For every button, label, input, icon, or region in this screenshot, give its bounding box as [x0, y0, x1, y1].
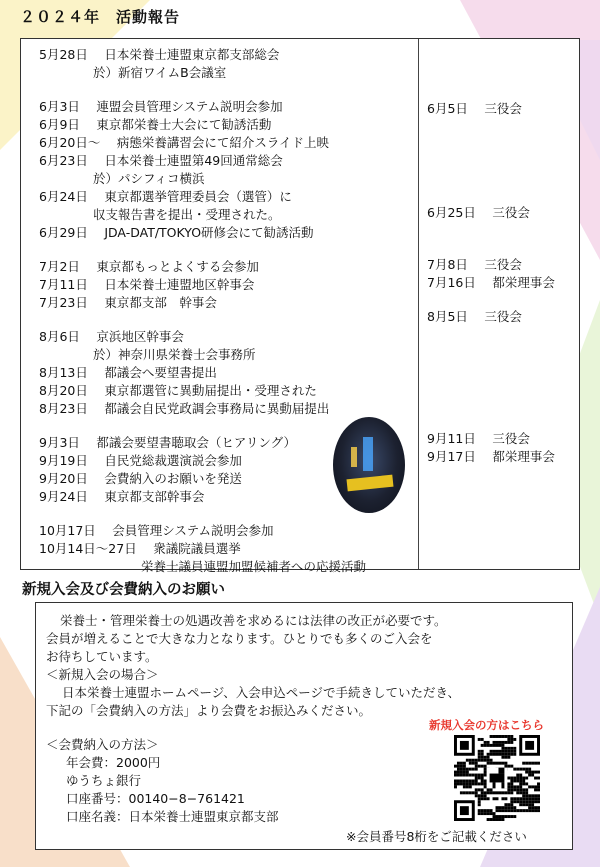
activity-entry: 7月11日 日本栄養士連盟地区幹事会	[39, 277, 255, 292]
notice-line: ※会員番号8桁をご記載ください	[346, 829, 527, 844]
notice-line: 下記の「会費納入の方法」より会費をお振込みください。	[46, 703, 372, 718]
activity-entry: 収支報告書を提出・受理された。	[93, 207, 281, 222]
activity-entry: 9月3日 都議会要望書聴取会（ヒアリング）	[39, 435, 297, 450]
notice-line: お待ちしています。	[46, 649, 158, 664]
notice-line: 会員が増えることで大きな力となります。ひとりでも多くのご入会を	[46, 631, 433, 646]
meeting-entry: 9月11日 三役会	[427, 431, 530, 446]
meeting-entry: 6月5日 三役会	[427, 101, 522, 116]
activity-entry: 6月29日 JDA-DAT/TOKYO研修会にて勧誘活動	[39, 225, 314, 240]
notice-line: ゆうちょ銀行	[66, 773, 142, 788]
activity-entry: 7月23日 東京都支部 幹事会	[39, 295, 217, 310]
notice-line: 口座名義：日本栄養士連盟東京都支部	[66, 809, 279, 824]
meeting-entry: 8月5日 三役会	[427, 309, 522, 324]
activity-entry: 7月2日 東京都もっとよくする会参加	[39, 259, 259, 274]
activity-entry: 5月28日 日本栄養士連盟東京都支部総会	[39, 47, 280, 62]
notice-line: 日本栄養士連盟ホームページ、入会申込ページで手続きしていただき、	[62, 685, 461, 700]
activity-entry: 10月17日 会員管理システム説明会参加	[39, 523, 274, 538]
notice-line: ＜新規入会の場合＞	[46, 667, 159, 682]
meeting-entry: 7月16日 都栄理事会	[427, 275, 555, 290]
meeting-entry: 9月17日 都栄理事会	[427, 449, 555, 464]
activity-entry: 6月23日 日本栄養士連盟第49回通常総会	[39, 153, 283, 168]
notice-line: ＜会費納入の方法＞	[46, 737, 159, 752]
notice-line: 口座番号：00140−8−761421	[66, 791, 245, 806]
column-divider	[418, 39, 419, 569]
notice-box	[35, 602, 573, 850]
activity-entry: 10月14日～27日 衆議院議員選挙	[39, 541, 241, 556]
activity-entry: 9月19日 自民党総裁選演説会参加	[39, 453, 242, 468]
notice-line: 年会費：2000円	[66, 755, 161, 770]
activity-entry: 6月24日 東京都選挙管理委員会（選管）に	[39, 189, 292, 204]
activity-entry: 9月20日 会費納入のお願いを発送	[39, 471, 242, 486]
activity-entry: 6月3日 連盟会員管理システム説明会参加	[39, 99, 283, 114]
activity-entry: 於）パシフィコ横浜	[93, 171, 205, 186]
meeting-entry: 7月8日 三役会	[427, 257, 522, 272]
activity-entry: 6月9日 東京都栄養士大会にて勧誘活動	[39, 117, 272, 132]
activity-entry: 於）神奈川県栄養士会事務所	[93, 347, 256, 362]
qr-code-icon[interactable]	[454, 735, 540, 821]
notice-title: 新規入会及び会費納入のお願い	[22, 582, 225, 598]
activity-entry: 8月23日 都議会自民党政調会事務局に異動届提出	[39, 401, 330, 416]
event-photo	[333, 417, 405, 513]
activity-entry: 栄養士議員連盟加盟候補者への応援活動	[141, 559, 367, 574]
activity-entry: 6月20日～ 病態栄養講習会にて紹介スライド上映	[39, 135, 329, 150]
notice-line: 栄養士・管理栄養士の処遇改善を求めるには法律の改正が必要です。	[60, 613, 447, 628]
page-title: ２０２４年 活動報告	[20, 8, 181, 26]
activity-entry: 8月13日 都議会へ要望書提出	[39, 365, 217, 380]
activity-entry: 於）新宿ワイムB会議室	[93, 65, 227, 80]
activity-report-box	[20, 38, 580, 574]
activity-entry: 9月24日 東京都支部幹事会	[39, 489, 205, 504]
meeting-entry: 6月25日 三役会	[427, 205, 530, 220]
activity-entry: 8月20日 東京都選管に異動届提出・受理された	[39, 383, 317, 398]
qr-caption: 新規入会の方はこちら	[429, 718, 544, 732]
activity-entry: 8月6日 京浜地区幹事会	[39, 329, 184, 344]
